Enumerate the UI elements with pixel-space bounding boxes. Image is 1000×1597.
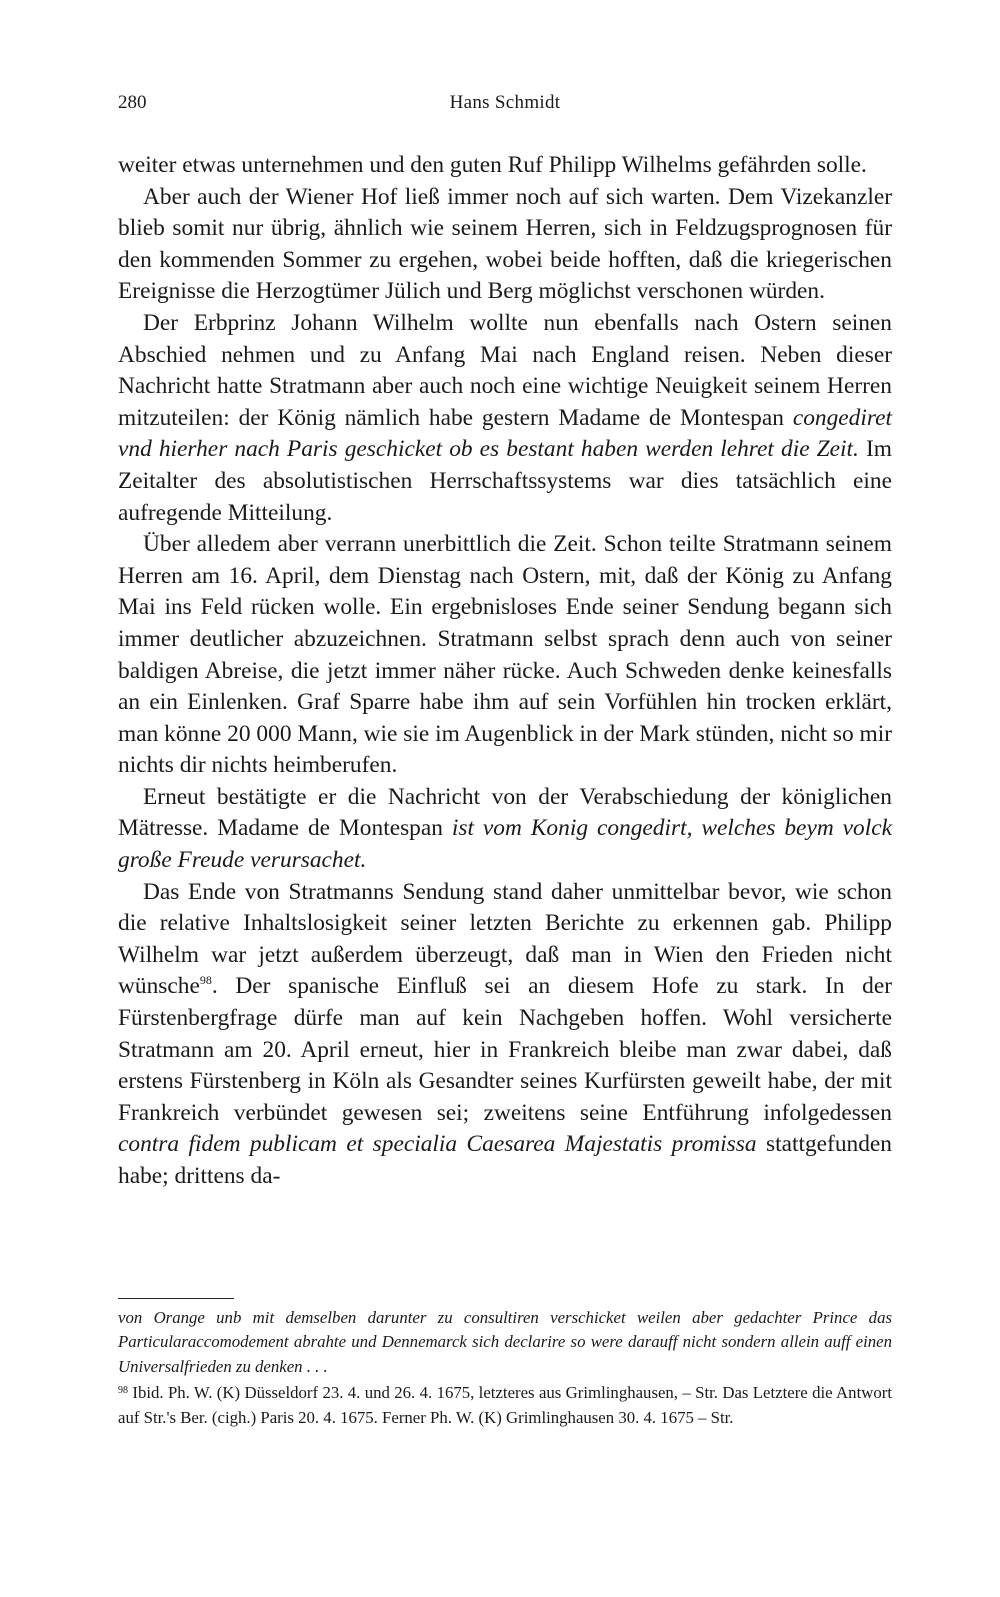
footnote-reference: 98 — [199, 973, 212, 988]
paragraph-1-text: weiter etwas unternehmen und den guten Ruf Philipp Wilhelms gefährden solle. — [118, 152, 867, 178]
page-header — [118, 92, 892, 122]
paragraph-3-text-a: Der Erbprinz Johann Wilhelm wollte nun ebenfalls nach Ostern seinen Abschied nehmen und zu Anfang Mai nach England reisen. Neben dieser Nachricht hatte Stratmann aber auch noch eine wichtige Neuigkeit seinem Herren mitzuteilen: der König nämlich habe gestern Madame de Montespan — [118, 309, 892, 431]
paragraph-6-text-a: Das Ende von Stratmanns Sendung stand daher unmittelbar bevor, wie schon die relative Inhaltslosigkeit seiner letzten Berichte zu erkennen gab. Philipp Wilhelm war jetzt außerdem überzeugt, daß man in Wien den Frieden nicht wünsche — [118, 878, 892, 1000]
quotation-italic: congediret vnd hierher nach Paris geschicket ob es bestant haben werden lehret die Zeit. — [118, 404, 892, 463]
paragraph-5 — [118, 782, 892, 877]
footnote-98-text: Ibid. Ph. W. (K) Düsseldorf 23. 4. und 26. 4. 1675, letzteres aus Grimlinghausen, – Str. Das Letztere die Antwort auf Str.'s Ber. (cigh.) Paris 20. 4. 1675. Ferner Ph. W. (K) Grimlinghausen 30. 4. 1675 – Str. — [118, 1383, 892, 1427]
footnotes — [118, 1306, 892, 1430]
paragraph-5-text-a: Erneut bestätigte er die Nachricht von der Verabschiedung der königlichen Mätresse. Madame de Montespan — [118, 783, 892, 842]
body-text — [118, 150, 892, 1193]
paragraph-6 — [118, 877, 892, 1193]
paragraph-4 — [118, 529, 892, 782]
footnote-continued — [118, 1306, 892, 1379]
footnote-98 — [118, 1379, 892, 1430]
running-head: Hans Schmidt — [449, 92, 561, 113]
quotation-italic: ist vom Konig congedirt, welches beym volck große Freude verursachet. — [118, 815, 892, 874]
paragraph-3 — [118, 308, 892, 529]
paragraph-4-text: Über alledem aber verrann unerbittlich die Zeit. Schon teilte Stratmann seinem Herren am 16. April, dem Dienstag nach Ostern, mit, daß der König zu Anfang Mai ins Feld rücken wolle. Ein ergebnisloses Ende seiner Sendung begann sich immer deutlicher abzuzeichnen. Stratmann selbst sprach denn auch von seiner baldigen Abreise, die jetzt immer näher rücke. Auch Schweden denke keinesfalls an ein Einlenken. Graf Sparre habe ihm auf sein Vorfühlen hin trocken erklärt, man könne 20 000 Mann, wie sie im Augenblick in der Mark stünden, nicht so mir nichts dir nichts heimberufen. — [118, 531, 892, 779]
paragraph-1 — [118, 150, 892, 182]
footnote-continued-text: von Orange unb mit demselben darunter zu consultiren verschicket weilen aber gedachter Prince das Particularaccomodement abrahte und Dennemarck sich declarire so were darauff nicht sondern allein auff einen Universalfrieden zu denken . . . — [118, 1308, 892, 1376]
quotation-italic: contra fidem publicam et specialia Caesarea Majestatis promissa — [118, 1131, 757, 1158]
footnote-number: 98 — [118, 1385, 128, 1397]
page-number: 280 — [118, 92, 147, 113]
paragraph-6-text-b: . Der spanische Einfluß sei an diesem Hofe zu stark. In der Fürstenbergfrage dürfe man auf kein Nachgeben hoffen. Wohl versicherte Stratmann am 20. April erneut, hier in Frankreich bleibe man zwar dabei, daß erstens Fürstenberg in Köln als Gesandter seines Kurfürsten geweilt habe, der mit Frankreich verbündet gewesen sei; zweitens seine Entführung infolgedessen — [118, 973, 892, 1126]
paragraph-3-text-b: Im Zeitalter des absolutistischen Herrschaftssystems war dies tatsächlich eine aufregende Mitteilung. — [118, 436, 892, 526]
paragraph-6-text-c: stattgefunden habe; drittens da- — [118, 1131, 892, 1189]
paragraph-2 — [118, 182, 892, 308]
paragraph-2-text: Aber auch der Wiener Hof ließ immer noch auf sich warten. Dem Vizekanzler blieb somit nur übrig, ähnlich wie seinem Herren, sich in Feldzugsprognosen für den kommenden Sommer zu ergehen, wobei beide hofften, daß die kriegerischen Ereignisse die Herzogtümer Jülich und Berg möglichst verschonen würden. — [118, 183, 892, 305]
footnote-divider — [118, 1298, 234, 1299]
